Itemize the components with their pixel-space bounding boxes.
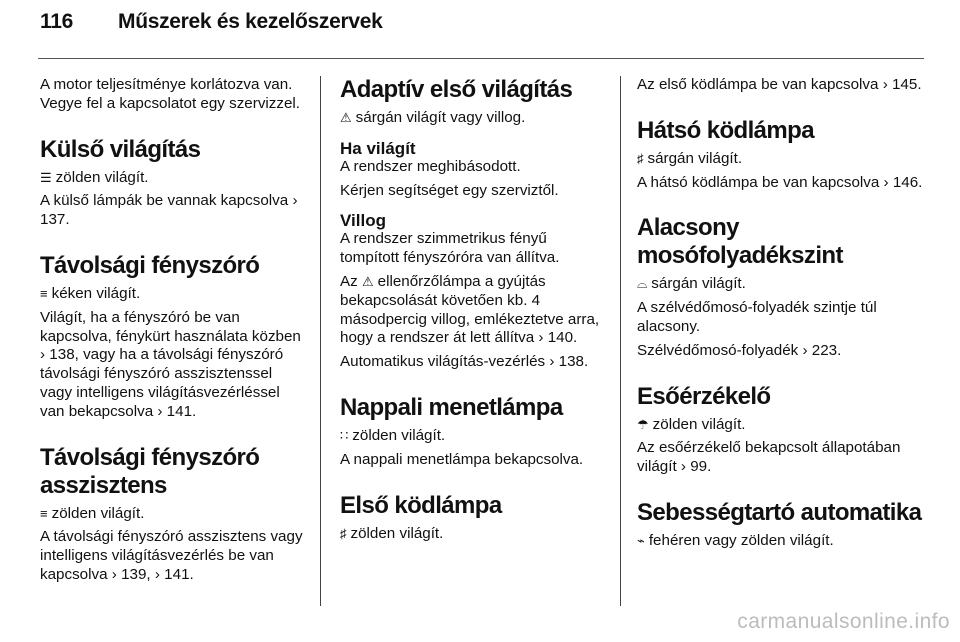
watermark: carmanualsonline.info [737, 610, 950, 633]
header-divider [38, 58, 924, 59]
washer-desc: A szélvédőmosó-folyadék szintje túl alacsony. [637, 299, 877, 335]
cruise-control-icon: ⌁ [637, 532, 645, 548]
side-lights-icon: ☰ [40, 169, 52, 185]
ref-arrow-icon: › [802, 341, 808, 359]
heading-low-washer-fluid: Alacsony mosófolyadékszint [637, 214, 843, 270]
column-divider-2 [620, 76, 621, 606]
rain-desc: Az esőérzékelő bekapcsolt állapotában világít › 99. [637, 439, 901, 476]
rear-fog-status: ♯ sárgán világít. [637, 149, 743, 167]
page-number: 116 [40, 10, 73, 33]
heading-front-fog: Első ködlámpa [340, 491, 502, 519]
lit-help: Kérjen segítséget egy szerviztől. [340, 181, 559, 199]
heading-high-beam-assist: Távolsági fényszóró asszisztens [40, 443, 260, 499]
rain-sensor-icon: ☂ [637, 416, 649, 432]
page-ref-link[interactable]: 137. [40, 211, 70, 229]
page-ref-link[interactable]: 145. [891, 76, 922, 93]
heading-rain-sensor: Esőérzékelő [637, 382, 771, 410]
engine-limited-text: A motor teljesítménye korlátozva van. Vegye fel a kapcsolatot egy szervizzel. [40, 76, 301, 112]
high-beam-icon: ≡ [40, 285, 48, 301]
ref-arrow-icon: › [538, 329, 544, 347]
column-1 [40, 76, 308, 590]
front-fog-icon: ♯ [340, 525, 347, 541]
ref-arrow-icon: › [883, 173, 889, 191]
page-title: Műszerek és kezelőszervek [118, 10, 383, 33]
ref-arrow-icon: › [154, 565, 160, 583]
page-ref-link[interactable]: 141. [166, 402, 197, 420]
daytime-desc: A nappali menetlámpa bekapcsolva. [340, 450, 584, 468]
rain-status: ☂ zölden világít. [637, 415, 746, 433]
ref-arrow-icon: › [157, 402, 163, 420]
page-ref-link[interactable]: 146. [892, 173, 923, 191]
page-header [40, 10, 920, 34]
rear-fog-desc: A hátsó ködlámpa be van kapcsolva › 146. [637, 173, 923, 191]
heading-high-beam: Távolsági fényszóró [40, 251, 260, 279]
heading-adaptive-lighting: Adaptív első világítás [340, 76, 573, 103]
high-beam-assist-status: ≡ zölden világít. [40, 504, 145, 522]
flash-desc: A rendszer szimmetrikus fényű tompított fényszóróra van állítva. [340, 230, 560, 267]
ref-arrow-icon: › [882, 76, 888, 93]
column-divider-1 [320, 76, 321, 606]
heading-if-lit: Ha világít [340, 138, 416, 158]
page-ref-link[interactable]: 223. [811, 341, 842, 359]
adaptive-light-icon: ⚠ [361, 273, 374, 289]
high-beam-desc: Világít, ha a fényszóró be van kapcsolva, fénykürt használata közben › 138, vagy ha a távolsági fényszóró távolsági fényszóró asszisztenssel vagy intelligens világításvezérléssel van bekapcsolva › 141. [40, 308, 301, 420]
cruise-status: ⌁ fehéren vagy zölden világít. [637, 531, 834, 549]
page-ref-link[interactable]: 139, [121, 565, 151, 583]
front-fog-status: ♯ zölden világít. [340, 524, 444, 542]
page-ref-link[interactable]: 140. [547, 329, 578, 347]
daytime-status: ∷ zölden világít. [340, 426, 446, 444]
washer-status: ⌓ sárgán világít. [637, 275, 746, 293]
page-ref-link[interactable]: 138. [558, 353, 589, 371]
column-3 [637, 76, 927, 556]
rear-fog-icon: ♯ [637, 150, 644, 166]
high-beam-assist-desc: A távolsági fényszóró asszisztens vagy intelligens világításvezérlés be van kapcsolva › 139, › 141. [40, 528, 303, 583]
ref-arrow-icon: › [292, 192, 298, 210]
flash-desc-2: Az ⚠ ellenőrzőlámpa a gyújtás bekapcsolását követően kb. 4 másodpercig villog, emlékeztetve arra, hogy a rendszer át lett állítva › 140. [340, 272, 600, 347]
heading-exterior-lighting: Külső világítás [40, 135, 201, 163]
page-ref-link[interactable]: 99. [690, 458, 712, 476]
page-ref-link[interactable]: 141. [164, 565, 194, 583]
washer-ref: Szélvédőmosó-folyadék › 223. [637, 341, 842, 359]
adaptive-status: ⚠ sárgán világít vagy villog. [340, 109, 526, 126]
heading-rear-fog: Hátsó ködlámpa [637, 116, 814, 144]
heading-flashing: Villog [340, 211, 386, 231]
ref-arrow-icon: › [680, 458, 686, 476]
ref-arrow-icon: › [40, 346, 46, 364]
adaptive-light-icon: ⚠ [340, 110, 352, 125]
ref-arrow-icon: › [111, 565, 117, 583]
lit-desc: A rendszer meghibásodott. [340, 157, 521, 175]
daytime-lights-icon: ∷ [340, 427, 349, 443]
front-fog-desc: Az első ködlámpa be van kapcsolva › 145. [637, 76, 922, 93]
exterior-desc: A külső lámpák be vannak kapcsolva › 137. [40, 192, 298, 229]
high-beam-status: ≡ kéken világít. [40, 284, 141, 302]
washer-fluid-icon: ⌓ [637, 276, 648, 292]
heading-cruise-control: Sebességtartó automatika [637, 498, 922, 526]
exterior-status: ☰ zölden világít. [40, 168, 149, 186]
heading-daytime-lights: Nappali menetlámpa [340, 393, 563, 421]
auto-high-beam-icon: ≡ [40, 505, 48, 521]
column-2 [340, 76, 608, 548]
ref-arrow-icon: › [549, 353, 555, 371]
auto-light-ref: Automatikus világítás-vezérlés › 138. [340, 353, 589, 371]
